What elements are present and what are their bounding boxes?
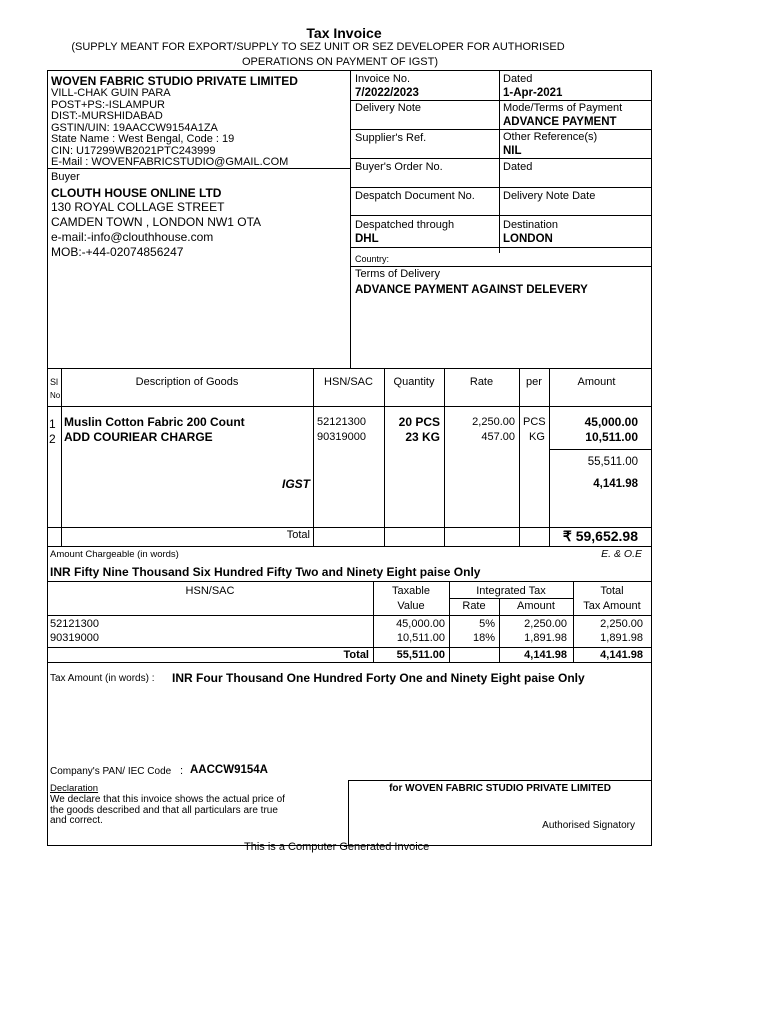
tax-total: 1,891.98 [600, 632, 643, 644]
declaration-label: Declaration [50, 783, 99, 794]
tax-total-bottom [47, 662, 652, 663]
invoice-no-value: 7/2022/2023 [355, 87, 419, 99]
meta-row-line-7 [350, 266, 652, 267]
invoice-no-label: Invoice No. [355, 73, 411, 85]
despatched-through-value: DHL [355, 233, 379, 245]
terms-label: Terms of Delivery [355, 268, 440, 280]
meta-row-line-1 [350, 100, 652, 101]
item-qty: 20 PCS [398, 415, 440, 429]
items-header-sl-no: No. [50, 391, 63, 400]
buyer-name: CLOUTH HOUSE ONLINE LTD [51, 186, 222, 200]
item-rate: 457.00 [481, 431, 515, 443]
tax-hsn: 90319000 [50, 632, 99, 644]
tax-amount-in-words: INR Four Thousand One Hundred Forty One and Ninety Eight paise Only [172, 671, 585, 685]
items-header-sl: Sl [50, 377, 59, 387]
items-total-amount: ₹ 59,652.98 [562, 528, 638, 544]
despatch-doc-label: Despatch Document No. [355, 190, 475, 202]
subtotal-rule [549, 449, 652, 450]
mode-value: ADVANCE PAYMENT [503, 116, 617, 128]
tax-igst-subline [449, 598, 573, 599]
tax-total-amount: 4,141.98 [524, 649, 567, 661]
tax-rate: 18% [472, 632, 495, 644]
items-subtotal: 55,511.00 [587, 456, 638, 468]
buyer-label: Buyer [51, 171, 80, 183]
tax-words-label: Tax Amount (in words) : [50, 673, 155, 684]
seller-buyer-divider [47, 168, 351, 169]
tax-rate: 5% [479, 618, 495, 630]
tax-header-bottom [47, 615, 652, 616]
tax-header-value: Value [397, 600, 425, 612]
col-rate-div [519, 368, 520, 546]
invoice-title: Tax Invoice [306, 25, 382, 41]
for-company: for WOVEN FABRIC STUDIO PRIVATE LIMITED [389, 783, 611, 794]
computer-generated-note: This is a Computer Generated Invoice [244, 841, 430, 853]
words-bottom-line [47, 581, 652, 582]
tax-taxable: 10,511.00 [396, 632, 445, 644]
item-rate: 2,250.00 [472, 416, 515, 428]
items-total-bottom [47, 546, 652, 547]
item-desc: ADD COURIEAR CHARGE [64, 430, 213, 444]
despatched-through-label: Despatched through [355, 219, 455, 231]
col-qty-div [444, 368, 445, 546]
tax-amount: 1,891.98 [524, 632, 567, 644]
dated-label: Dated [503, 73, 533, 85]
amount-in-words: INR Fifty Nine Thousand Six Hundred Fifty Two and Ninety Eight paise Only [50, 565, 481, 579]
mode-label: Mode/Terms of Payment [503, 102, 623, 114]
terms-value: ADVANCE PAYMENT AGAINST DELEVERY [355, 284, 588, 296]
items-header-top [47, 368, 652, 369]
other-ref-label: Other Reference(s) [503, 131, 598, 143]
seller-address: VILL-CHAK GUIN PARA POST+PS:-ISLAMPUR DIST:-MURSHIDABAD GSTIN/UIN: 19AACCW9154A1ZA State Name : West Bengal, Code : 19 CIN: U17299WB2021PTC243999 E-Mail : WOVENFABRICSTUDIO@GMAIL.COM [51, 87, 289, 168]
seller-name: WOVEN FABRIC STUDIO PRIVATE LIMITED [51, 74, 298, 88]
frame-left [47, 70, 48, 846]
tax-header-hsn: HSN/SAC [185, 585, 235, 597]
dated2-label: Dated [503, 161, 533, 173]
declaration-text: We declare that this invoice shows the actual price of the goods described and that all particulars are true and correct. [50, 794, 285, 826]
tax-header-taxable: Taxable [392, 585, 430, 597]
items-total-label: Total [286, 529, 310, 541]
supplier-ref-label: Supplier's Ref. [355, 132, 427, 144]
buyer-order-label: Buyer's Order No. [355, 161, 443, 173]
item-amount: 10,511.00 [585, 430, 638, 444]
delivery-note-date-label: Delivery Note Date [503, 190, 596, 202]
col-hsn-div [384, 368, 385, 546]
item-sl: 1 [49, 417, 56, 431]
items-header-per: per [526, 376, 542, 388]
item-hsn: 90319000 [317, 431, 366, 443]
meta-row-line-5 [350, 215, 652, 216]
invoice-subtitle-line2: OPERATIONS ON PAYMENT OF IGST) [242, 56, 438, 68]
divider-seller-meta [350, 70, 351, 368]
tax-total-label: Total [343, 649, 369, 661]
destination-value: LONDON [503, 233, 553, 245]
item-qty: 23 KG [405, 430, 440, 444]
item-per: PCS [523, 416, 546, 428]
tax-total: 2,250.00 [600, 618, 643, 630]
eoe-label: E. & O.E [601, 548, 642, 560]
item-hsn: 52121300 [317, 416, 366, 428]
igst-label: IGST [281, 477, 310, 491]
tax-header-tax-amount: Tax Amount [583, 600, 641, 612]
amount-chargeable-label: Amount Chargeable (in words) [50, 549, 179, 560]
country-label: Country: [355, 254, 390, 264]
tax-total-taxable: 55,511.00 [396, 649, 445, 661]
pan-label: Company's PAN/ IEC Code [50, 766, 172, 777]
item-per: KG [529, 431, 545, 443]
item-desc: Muslin Cotton Fabric 200 Count [64, 415, 245, 429]
item-amount: 45,000.00 [584, 415, 638, 429]
tax-total-top [47, 647, 652, 648]
items-header-rate: Rate [469, 376, 494, 388]
items-header-amount: Amount [577, 376, 616, 388]
tax-header-rate: Rate [462, 600, 486, 612]
dated-value: 1-Apr-2021 [503, 87, 563, 99]
destination-label: Destination [503, 219, 559, 231]
tax-hsn: 52121300 [50, 618, 99, 630]
item-sl: 2 [49, 432, 56, 446]
tax-total-tax: 4,141.98 [600, 649, 643, 661]
meta-row-line-4 [350, 187, 652, 188]
pan-value: AACCW9154A [190, 764, 268, 776]
tax-taxable: 45,000.00 [396, 618, 445, 630]
delivery-note-label: Delivery Note [355, 102, 422, 114]
items-header-hsn: HSN/SAC [324, 376, 373, 388]
signature-box-top [348, 780, 652, 781]
other-ref-value: NIL [503, 145, 522, 157]
items-header-qty: Quantity [393, 376, 435, 388]
meta-row-line-3 [350, 158, 652, 159]
pan-colon: : [180, 765, 184, 777]
tax-header-total: Total [600, 585, 624, 597]
authorised-signatory: Authorised Signatory [542, 820, 635, 831]
meta-row-line-2 [350, 129, 652, 130]
items-header-bottom [47, 406, 652, 407]
igst-amount: 4,141.98 [593, 478, 638, 490]
col-desc-div [313, 368, 314, 546]
buyer-address: 130 ROYAL COLLAGE STREET CAMDEN TOWN , LONDON NW1 OTA e-mail:-info@clouthhouse.com MOB:-+44-02074856247 [51, 200, 262, 259]
tax-header-igst: Integrated Tax [476, 585, 546, 597]
items-header-desc: Description of Goods [135, 376, 239, 388]
tax-header-amount: Amount [517, 600, 555, 612]
invoice-subtitle-line1: (SUPPLY MEANT FOR EXPORT/SUPPLY TO SEZ UNIT OR SEZ DEVELOPER FOR AUTHORISED [71, 41, 565, 53]
divider-meta-columns [499, 70, 500, 253]
meta-row-line-6 [350, 247, 652, 248]
tax-amount: 2,250.00 [524, 618, 567, 630]
